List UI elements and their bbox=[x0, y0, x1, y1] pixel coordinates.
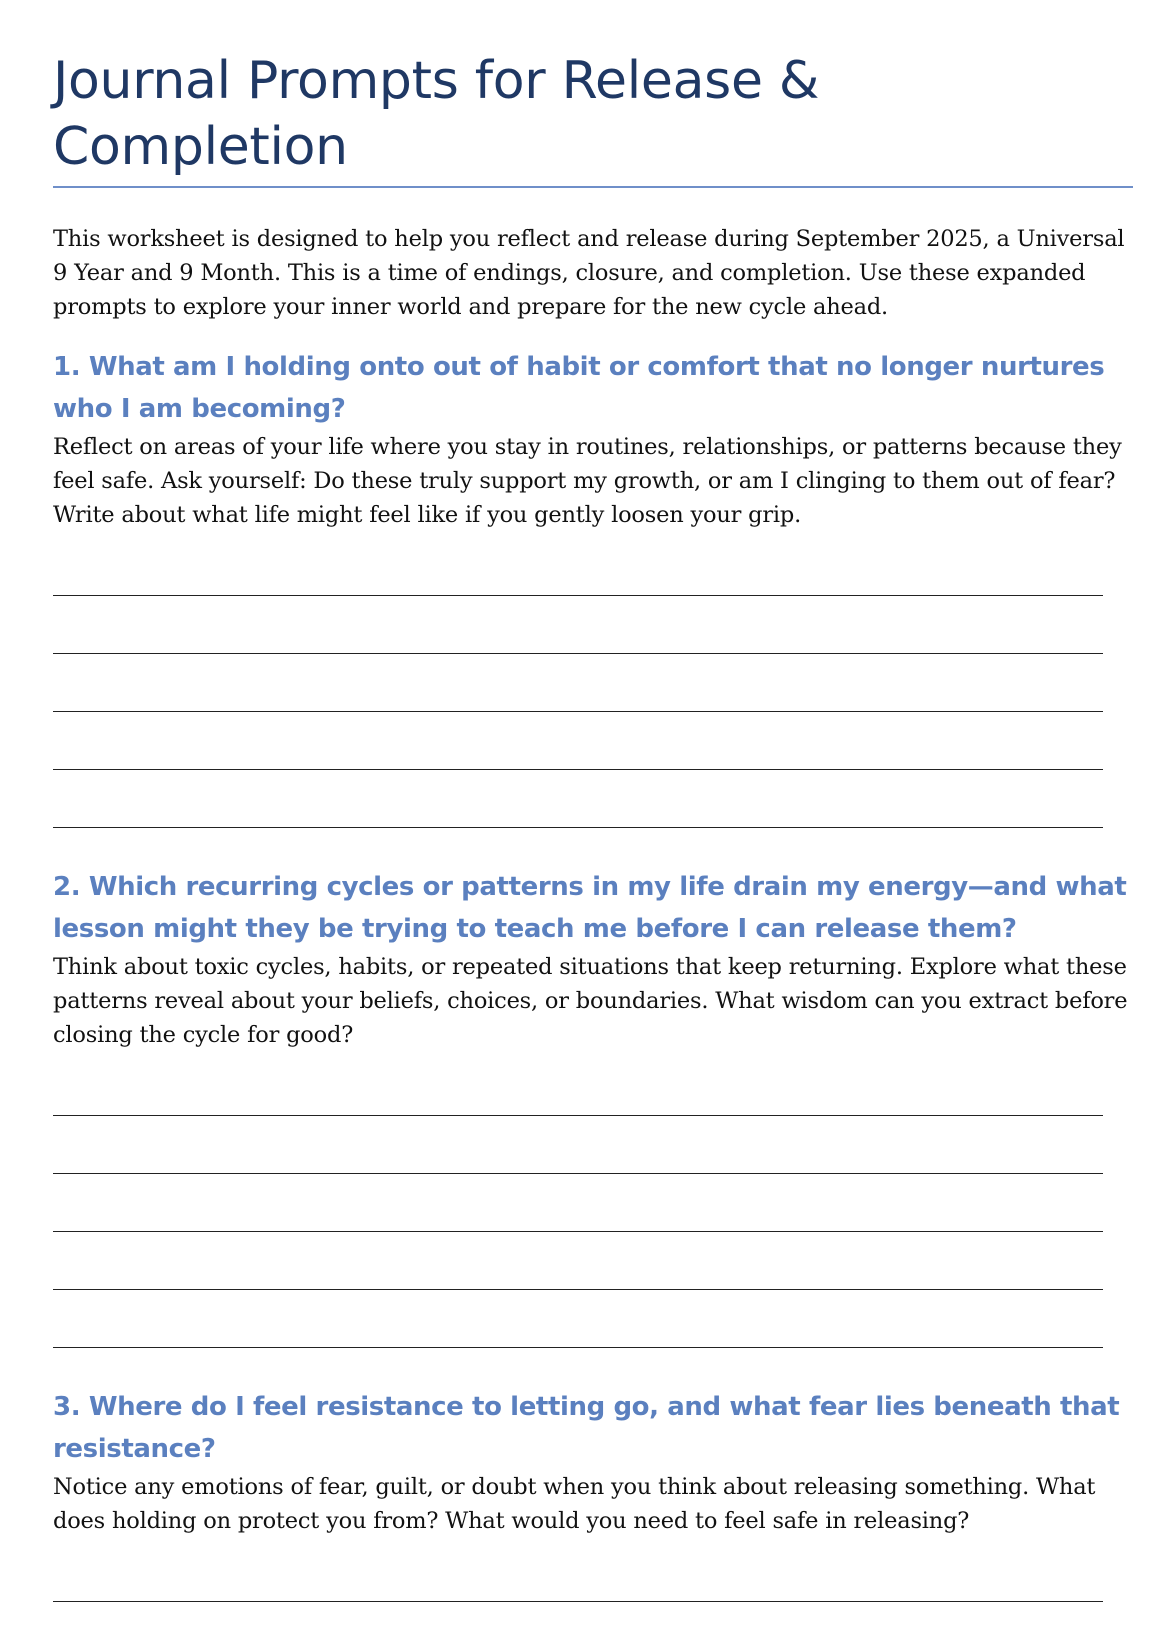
writing-line[interactable] bbox=[53, 596, 1103, 654]
page-title bbox=[53, 48, 1133, 184]
section-spacer bbox=[53, 828, 1133, 844]
writing-line[interactable] bbox=[53, 1116, 1103, 1174]
prompt-2-heading: 2. Which recurring cycles or patterns in my life drain my energy—and what lesson might they be trying to teach me before I can release them? bbox=[53, 872, 1127, 944]
title-line-1: Journal Prompts for Release & bbox=[53, 51, 820, 111]
writing-line[interactable] bbox=[53, 712, 1103, 770]
writing-line[interactable] bbox=[53, 1290, 1103, 1348]
title-divider bbox=[53, 186, 1133, 188]
prompt-1 bbox=[53, 346, 1133, 828]
writing-line[interactable] bbox=[53, 1564, 1103, 1602]
worksheet-page bbox=[53, 48, 1133, 1602]
prompt-1-body: Reflect on areas of your life where you stay in routines, relationships, or patterns because they feel safe. Ask yourself: Do these truly support my growth, or am I clinging to them out of fear? Write about what life might feel like if you gently loosen your grip. bbox=[53, 434, 1122, 528]
intro-paragraph: This worksheet is designed to help you reflect and release during September 2025, a Universal 9 Year and 9 Month. This is a time of endings, closure, and completion. Use these expanded prompts to explore your inner world and prepare for the new cycle ahead. bbox=[53, 226, 1125, 320]
prompt-1-writing-lines bbox=[53, 558, 1133, 828]
section-spacer bbox=[53, 1348, 1133, 1364]
prompt-1-heading: 1. What am I holding onto out of habit or comfort that no longer nurtures who I am becoming? bbox=[53, 352, 1105, 424]
title-line-2: Completion bbox=[53, 117, 348, 177]
prompt-2-writing-lines bbox=[53, 1078, 1133, 1348]
prompt-3-heading: 3. Where do I feel resistance to letting go, and what fear lies beneath that resistance? bbox=[53, 1392, 1120, 1464]
prompt-3 bbox=[53, 1386, 1133, 1602]
prompt-3-writing-lines bbox=[53, 1564, 1133, 1602]
writing-line[interactable] bbox=[53, 770, 1103, 828]
prompt-3-body: Notice any emotions of fear, guilt, or doubt when you think about releasing something. What does holding on protect you from? What would you need to feel safe in releasing? bbox=[53, 1474, 1096, 1534]
writing-line[interactable] bbox=[53, 1078, 1103, 1116]
writing-line[interactable] bbox=[53, 1174, 1103, 1232]
writing-line[interactable] bbox=[53, 1232, 1103, 1290]
writing-line[interactable] bbox=[53, 654, 1103, 712]
prompt-2 bbox=[53, 866, 1133, 1348]
prompt-2-body: Think about toxic cycles, habits, or repeated situations that keep returning. Explore what these patterns reveal about your beliefs, choices, or boundaries. What wisdom can you extract before closing the cycle for good? bbox=[53, 954, 1128, 1048]
writing-line[interactable] bbox=[53, 558, 1103, 596]
